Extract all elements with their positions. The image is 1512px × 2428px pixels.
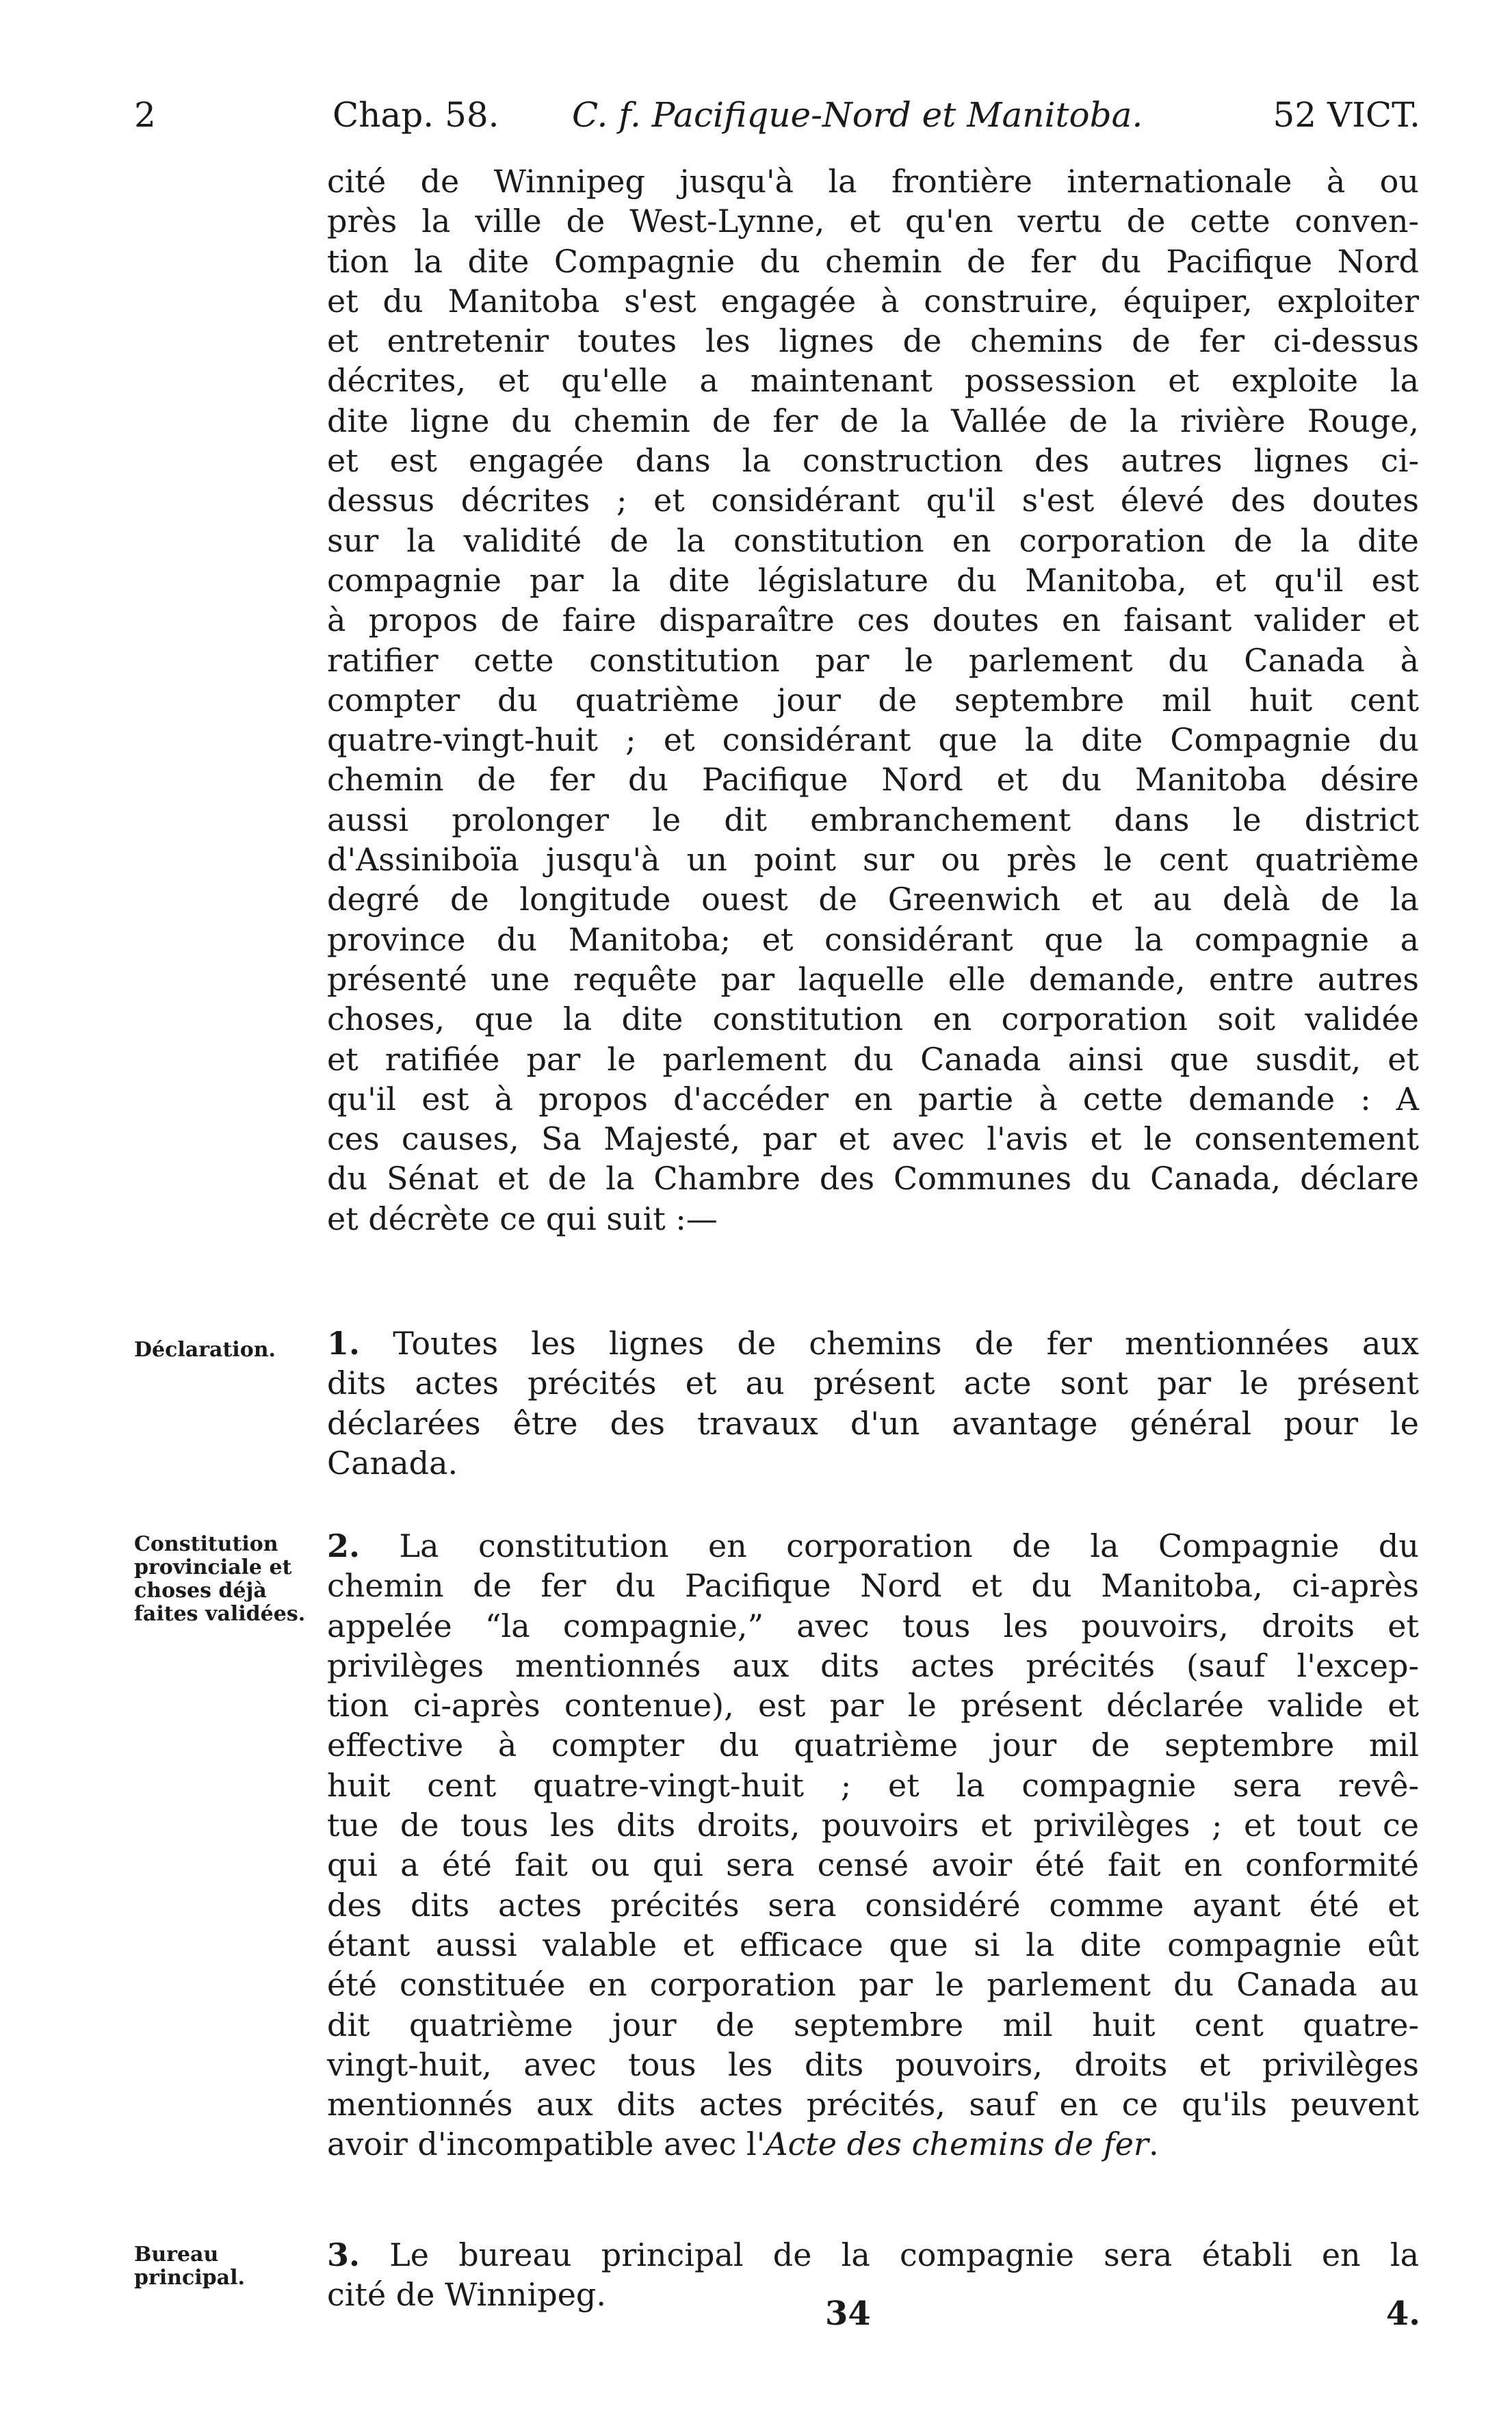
page-footer: [134, 2290, 1420, 2338]
text-line: compter du quatrième jour de septembre mil huit cent: [327, 681, 1419, 719]
line-text: appelée “la compagnie,” avec tous les pouvoirs, droits et: [327, 1607, 1419, 1644]
text-line: [327, 1845, 1419, 1885]
act-title: Acte des chemins de fer: [765, 2126, 1149, 2163]
line-text: étant aussi valable et efficace que si la dite compagnie eût: [327, 1926, 1419, 1963]
text-line: ratifier cette constitution par le parlement du Canada à: [327, 641, 1419, 679]
text-line: à propos de faire disparaître ces doutes en faisant valider et: [327, 602, 1419, 639]
text-line: [327, 1323, 1419, 1363]
text-line: [327, 1686, 1419, 1725]
line-text: Toutes les lignes de chemins de fer mentionnées aux: [393, 1325, 1419, 1362]
line-text: Canada.: [327, 1444, 458, 1482]
text-line: du Sénat et de la Chambre des Communes du Canada, déclare: [327, 1160, 1419, 1198]
text-line: degré de longitude ouest de Greenwich et au delà de la: [327, 881, 1419, 918]
text-line: [327, 2084, 1419, 2124]
text-line: quatre-vingt-huit ; et considérant que la dite Compagnie du: [327, 721, 1419, 759]
text-line: présenté une requête par laquelle elle demande, entre autres: [327, 960, 1419, 998]
text-line: [327, 2124, 1419, 2164]
line-text: cité de Winnipeg.: [327, 2276, 606, 2314]
line-text: qui a été fait ou qui sera censé avoir été fait en conformité: [327, 1846, 1419, 1884]
text-line: [327, 1443, 1419, 1483]
text-line: [327, 1646, 1419, 1686]
text-line: [327, 1885, 1419, 1925]
line-text: .: [1148, 2126, 1159, 2163]
text-line: près la ville de West-Lynne, et qu'en vertu de cette conven-: [327, 203, 1419, 240]
text-line: décrites, et qu'elle a maintenant possession et exploite la: [327, 362, 1419, 400]
catchword: 4.: [1385, 2295, 1420, 2333]
line-text: dits actes précités et au présent acte sont par le présent: [327, 1365, 1419, 1402]
page-number: 2: [134, 95, 156, 135]
text-line: chemin de fer du Pacifique Nord et du Manitoba désire: [327, 761, 1419, 799]
line-text: tue de tous les dits droits, pouvoirs et privilèges ; et tout ce: [327, 1807, 1419, 1844]
line-text: tion ci-après contenue), est par le présent déclarée valide et: [327, 1687, 1419, 1725]
running-title: C. f. Pacifique-Nord et Manitoba.: [572, 95, 1143, 135]
text-line: choses, que la dite constitution en corporation soit validée: [327, 1000, 1419, 1038]
text-line: cité de Winnipeg jusqu'à la frontière internationale à ou: [327, 163, 1419, 200]
line-text: été constituée en corporation par le parlement du Canada au: [327, 1966, 1419, 2004]
text-line: d'Assiniboïa jusqu'à un point sur ou près le cent quatrième: [327, 841, 1419, 879]
text-line: [327, 1766, 1419, 1805]
line-text: chemin de fer du Pacifique Nord et du Manitoba, ci-après: [327, 1567, 1419, 1605]
text-line: et décrète ce qui suit :—: [327, 1200, 718, 1237]
text-line: tion la dite Compagnie du chemin de fer du Pacifique Nord: [327, 242, 1419, 280]
text-line: [327, 1404, 1419, 1443]
text-line: et ratifiée par le parlement du Canada ainsi que susdit, et: [327, 1040, 1419, 1078]
text-line: [327, 2235, 1419, 2275]
text-line: [327, 1566, 1419, 1605]
line-text: huit cent quatre-vingt-huit ; et la compagnie sera revê-: [327, 1766, 1419, 1804]
line-text: des dits actes précités sera considéré comme ayant été et: [327, 1886, 1419, 1924]
text-line: [327, 1965, 1419, 2004]
text-line: [327, 2005, 1419, 2045]
text-line: dite ligne du chemin de fer de la Vallée de la rivière Rouge,: [327, 402, 1419, 439]
preamble-text: [327, 162, 1419, 1239]
section-number: 3.: [327, 2236, 361, 2273]
text-line: sur la validité de la constitution en corporation de la dite: [327, 521, 1419, 559]
line-text: avoir d'incompatible avec l': [327, 2126, 766, 2163]
section-2: [327, 1526, 1419, 2165]
running-header: [134, 88, 1420, 142]
text-line: province du Manitoba; et considérant que la compagnie a: [327, 920, 1419, 958]
text-line: [327, 1526, 1419, 1566]
signature-mark: 34: [825, 2295, 871, 2333]
section-number: 2.: [327, 1527, 361, 1564]
text-line: [327, 1363, 1419, 1403]
section-number: 1.: [327, 1325, 361, 1362]
margin-note-declaration: Déclaration.: [134, 1338, 276, 1362]
line-text: Le bureau principal de la compagnie sera établi en la: [389, 2236, 1420, 2273]
text-line: aussi prolonger le dit embranchement dans le district: [327, 801, 1419, 838]
line-text: La constitution en corporation de la Compagnie du: [399, 1527, 1419, 1564]
text-line: [327, 1606, 1419, 1646]
text-line: [327, 1925, 1419, 1965]
section-1: [327, 1323, 1419, 1483]
line-text: privilèges mentionnés aux dits actes précités (sauf l'excep-: [327, 1646, 1419, 1684]
text-line: et du Manitoba s'est engagée à construire, équiper, exploiter: [327, 282, 1419, 320]
margin-note-bureau: Bureau principal.: [134, 2243, 245, 2290]
line-text: effective à compter du quatrième jour de septembre mil: [327, 1727, 1419, 1764]
line-text: déclarées être des travaux d'un avantage général pour le: [327, 1404, 1419, 1442]
margin-note-constitution: Constitution provinciale et choses déjà faites validées.: [134, 1532, 306, 1626]
text-line: dessus décrites ; et considérant qu'il s'est élevé des doutes: [327, 482, 1419, 519]
text-line: et est engagée dans la construction des autres lignes ci-: [327, 442, 1419, 480]
text-line: [327, 1805, 1419, 1845]
line-text: vingt-huit, avec tous les dits pouvoirs, droits et privilèges: [327, 2045, 1419, 2083]
text-line: [327, 1725, 1419, 1765]
text-line: compagnie par la dite législature du Manitoba, et qu'il est: [327, 561, 1419, 599]
chapter-label: Chap. 58.: [333, 95, 499, 135]
text-line: qu'il est à propos d'accéder en partie à cette demande : A: [327, 1080, 1419, 1118]
text-line: et entretenir toutes les lignes de chemins de fer ci-dessus: [327, 322, 1419, 360]
regnal-year: 52 VICT.: [1273, 95, 1420, 135]
text-line: ces causes, Sa Majesté, par et avec l'avis et le consentement: [327, 1120, 1419, 1158]
line-text: dit quatrième jour de septembre mil huit cent quatre-: [327, 2006, 1419, 2043]
text-line: [327, 2045, 1419, 2084]
line-text: mentionnés aux dits actes précités, sauf en ce qu'ils peuvent: [327, 2086, 1419, 2123]
